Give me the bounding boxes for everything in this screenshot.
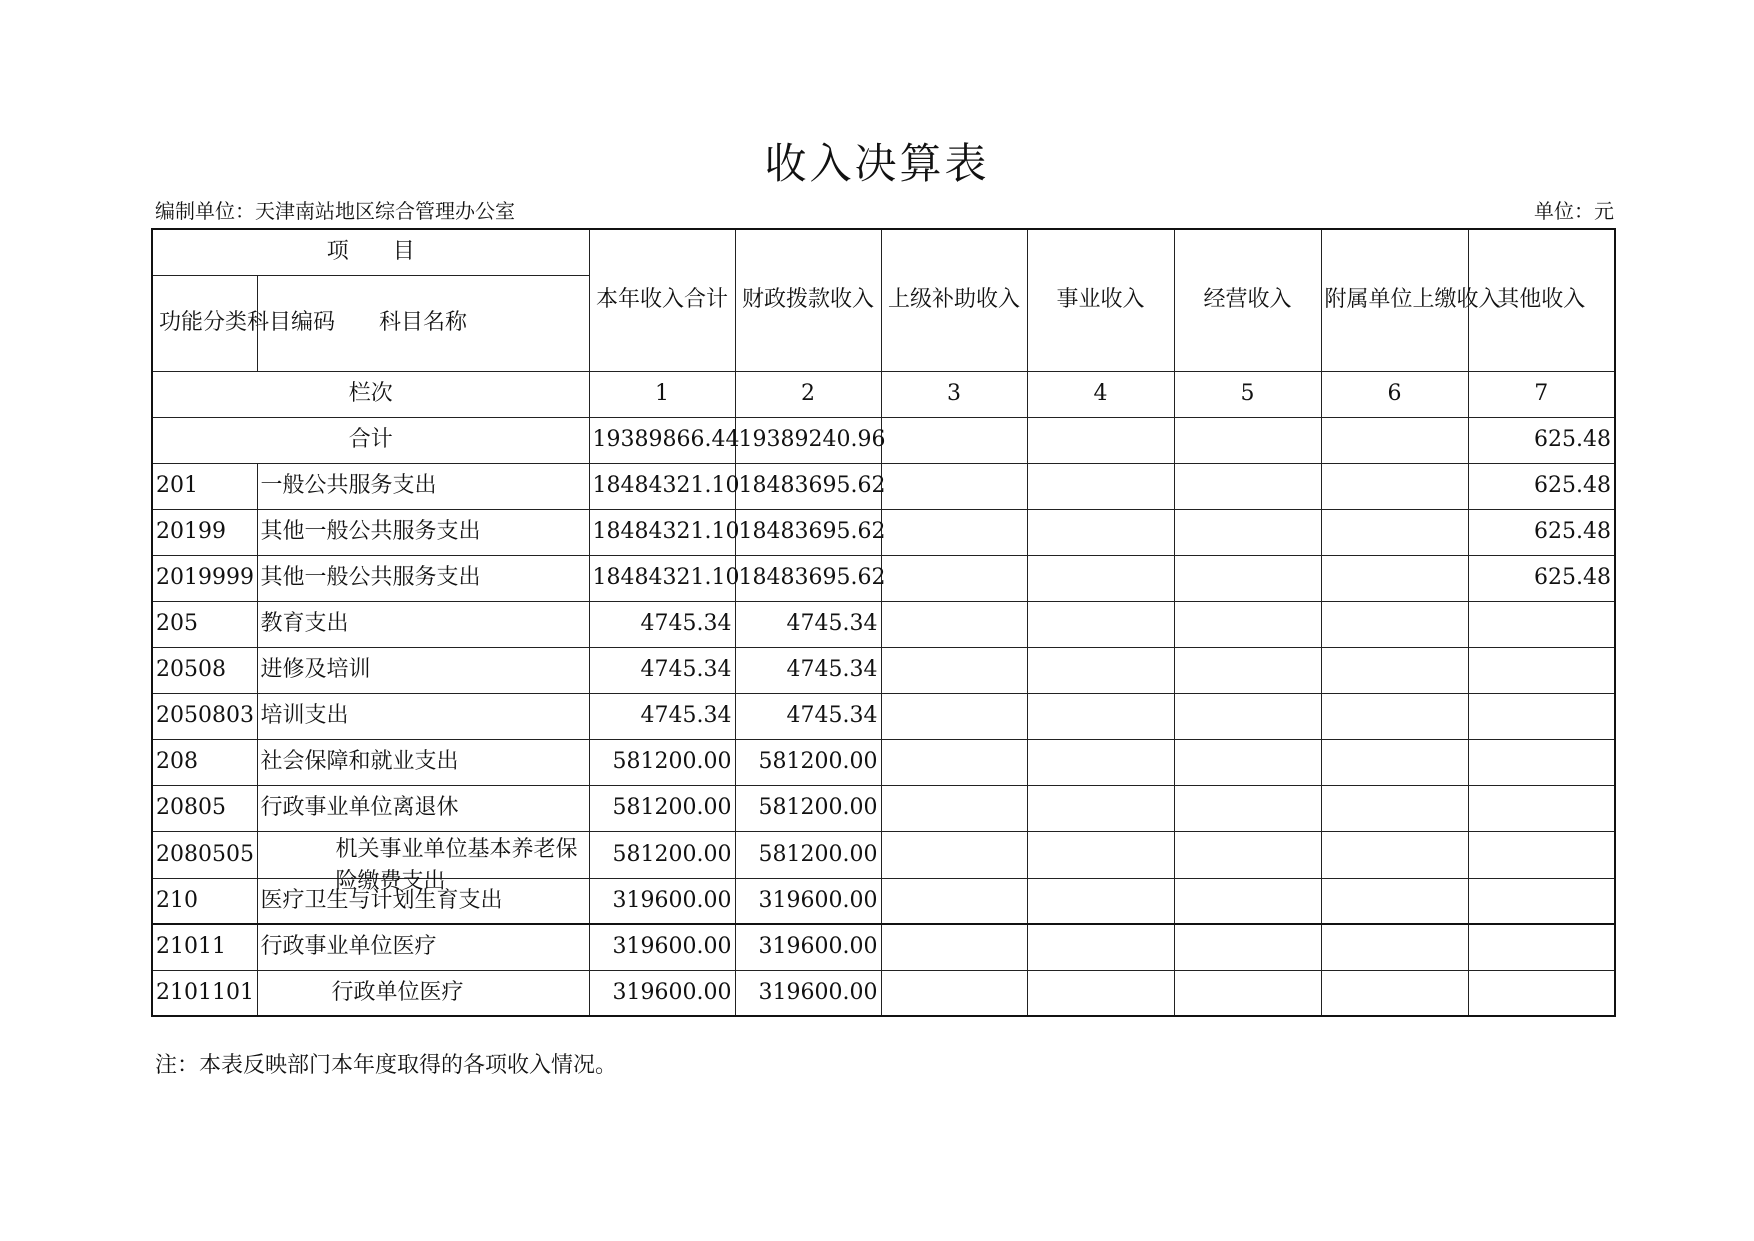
row-value: 18483695.62: [735, 509, 881, 555]
row-value: 581200.00: [589, 831, 735, 878]
table-row: [152, 831, 1615, 878]
row-value: 581200.00: [589, 739, 735, 785]
column-index: 1: [589, 371, 735, 417]
table-row: [152, 739, 1615, 785]
row-value: [881, 555, 1027, 601]
column-index: 2: [735, 371, 881, 417]
row-value: [1468, 831, 1615, 878]
column-index: 5: [1174, 371, 1321, 417]
row-value: 4745.34: [735, 601, 881, 647]
row-value: [881, 739, 1027, 785]
total-value: [1027, 417, 1174, 463]
row-value: [1174, 463, 1321, 509]
row-value: [1321, 924, 1468, 970]
row-name-text: 机关事业单位基本养老保险缴费支出: [335, 836, 578, 894]
row-value: [1321, 739, 1468, 785]
row-code: 20199: [152, 509, 257, 555]
row-name: 其他一般公共服务支出: [257, 509, 589, 555]
row-value: [1174, 924, 1321, 970]
row-value: [1321, 463, 1468, 509]
row-name: 一般公共服务支出: [257, 463, 589, 509]
row-code: 210: [152, 878, 257, 924]
row-value: [881, 878, 1027, 924]
row-value: [1174, 647, 1321, 693]
row-value: 319600.00: [735, 878, 881, 924]
row-value: [1174, 970, 1321, 1016]
row-value: 581200.00: [735, 785, 881, 831]
row-value: 625.48: [1468, 509, 1615, 555]
total-label: 合计: [152, 417, 589, 463]
row-value: [881, 601, 1027, 647]
row-code: 20508: [152, 647, 257, 693]
row-value: [881, 463, 1027, 509]
row-code: 21011: [152, 924, 257, 970]
column-index: 6: [1321, 371, 1468, 417]
row-value: [1027, 463, 1174, 509]
row-value: 319600.00: [735, 924, 881, 970]
row-name: 培训支出: [257, 693, 589, 739]
row-value: [1321, 693, 1468, 739]
row-code: 20805: [152, 785, 257, 831]
row-value: [1468, 693, 1615, 739]
row-value: [881, 924, 1027, 970]
row-value: 18483695.62: [735, 555, 881, 601]
row-value: 4745.34: [589, 601, 735, 647]
row-value: [1174, 878, 1321, 924]
row-value: [1027, 970, 1174, 1016]
table-row: [152, 463, 1615, 509]
table-row: [152, 555, 1615, 601]
row-name: 行政事业单位医疗: [257, 924, 589, 970]
row-value: [881, 509, 1027, 555]
row-value: [1027, 739, 1174, 785]
row-value: 581200.00: [589, 785, 735, 831]
row-code: 208: [152, 739, 257, 785]
row-value: [881, 831, 1027, 878]
row-value: [1468, 878, 1615, 924]
row-value: [1174, 739, 1321, 785]
row-value: [881, 785, 1027, 831]
row-value: [1468, 739, 1615, 785]
project-header: 项 目: [152, 229, 589, 275]
row-value: [1321, 878, 1468, 924]
total-value: 19389240.96: [735, 417, 881, 463]
row-value: 18484321.10: [589, 509, 735, 555]
row-value: [1468, 601, 1615, 647]
row-value: 581200.00: [735, 831, 881, 878]
row-value: 319600.00: [735, 970, 881, 1016]
page-title: 收入决算表: [764, 139, 990, 188]
row-name: 进修及培训: [257, 647, 589, 693]
row-code: 2101101: [152, 970, 257, 1016]
row-code: 201: [152, 463, 257, 509]
total-value: 19389866.44: [589, 417, 735, 463]
row-value: 319600.00: [589, 924, 735, 970]
column-index-label: 栏次: [152, 371, 589, 417]
row-value: 625.48: [1468, 555, 1615, 601]
row-value: [1027, 878, 1174, 924]
row-value: [1174, 693, 1321, 739]
col-header-other: 其他收入: [1468, 229, 1615, 371]
col-header-superior-subsidy: 上级补助收入: [881, 229, 1027, 371]
table-row: [152, 693, 1615, 739]
row-value: [1174, 509, 1321, 555]
row-value: [1321, 970, 1468, 1016]
row-value: [1321, 785, 1468, 831]
row-value: [1321, 647, 1468, 693]
table-row: [152, 785, 1615, 831]
row-value: 319600.00: [589, 970, 735, 1016]
row-value: [1174, 601, 1321, 647]
row-value: [1468, 924, 1615, 970]
row-name: 医疗卫生与计划生育支出: [257, 878, 589, 924]
table-row: [152, 601, 1615, 647]
row-value: 4745.34: [589, 693, 735, 739]
income-table: [151, 228, 1616, 1017]
row-value: [1321, 555, 1468, 601]
row-value: [881, 647, 1027, 693]
row-code: 2019999: [152, 555, 257, 601]
row-value: 4745.34: [589, 647, 735, 693]
row-value: [1027, 555, 1174, 601]
row-value: 18484321.10: [589, 463, 735, 509]
col-header-total: 本年收入合计: [589, 229, 735, 371]
column-index: 3: [881, 371, 1027, 417]
row-code: 205: [152, 601, 257, 647]
total-value: [881, 417, 1027, 463]
row-value: [1174, 785, 1321, 831]
table-row: [152, 924, 1615, 970]
row-value: [1468, 647, 1615, 693]
col-header-affiliated: 附属单位上缴收入: [1321, 229, 1468, 371]
compiling-unit: 编制单位：天津南站地区综合管理办公室: [155, 199, 515, 223]
row-name: 行政单位医疗: [257, 970, 589, 1016]
row-name: 社会保障和就业支出: [257, 739, 589, 785]
row-value: [1174, 555, 1321, 601]
column-index: 7: [1468, 371, 1615, 417]
row-name: 其他一般公共服务支出: [257, 555, 589, 601]
code-column-header: 功能分类科目编码: [152, 275, 257, 371]
col-header-fiscal: 财政拨款收入: [735, 229, 881, 371]
row-value: [1468, 785, 1615, 831]
row-value: 18483695.62: [735, 463, 881, 509]
total-row: [152, 417, 1615, 463]
row-name: 教育支出: [257, 601, 589, 647]
row-value: [1027, 647, 1174, 693]
row-value: 319600.00: [589, 878, 735, 924]
row-value: [1321, 601, 1468, 647]
row-value: 4745.34: [735, 647, 881, 693]
col-header-operating: 经营收入: [1174, 229, 1321, 371]
column-index-row: [152, 371, 1615, 417]
row-value: [881, 970, 1027, 1016]
row-value: [1321, 831, 1468, 878]
row-value: [1027, 785, 1174, 831]
row-value: [1027, 831, 1174, 878]
row-code: 2050803: [152, 693, 257, 739]
total-value: [1174, 417, 1321, 463]
row-value: [1027, 601, 1174, 647]
row-value: [881, 693, 1027, 739]
row-value: [1321, 509, 1468, 555]
table-row: [152, 647, 1615, 693]
row-name: 行政事业单位离退休: [257, 785, 589, 831]
table-note: 注：本表反映部门本年度取得的各项收入情况。: [155, 1053, 618, 1078]
currency-unit: 单位：元: [1534, 199, 1614, 223]
row-value: [1468, 970, 1615, 1016]
row-value: [1027, 509, 1174, 555]
row-value: [1174, 831, 1321, 878]
total-value: [1321, 417, 1468, 463]
row-value: [1027, 924, 1174, 970]
row-value: 581200.00: [735, 739, 881, 785]
row-value: 4745.34: [735, 693, 881, 739]
row-code: 2080505: [152, 831, 257, 878]
row-value: 625.48: [1468, 463, 1615, 509]
total-value: 625.48: [1468, 417, 1615, 463]
table-row: [152, 509, 1615, 555]
column-index: 4: [1027, 371, 1174, 417]
name-column-header: 科目名称: [257, 275, 589, 371]
row-value: [1027, 693, 1174, 739]
col-header-business: 事业收入: [1027, 229, 1174, 371]
header-row-1: [152, 229, 1615, 275]
table-row: [152, 970, 1615, 1016]
row-value: 18484321.10: [589, 555, 735, 601]
row-name: [257, 831, 589, 894]
